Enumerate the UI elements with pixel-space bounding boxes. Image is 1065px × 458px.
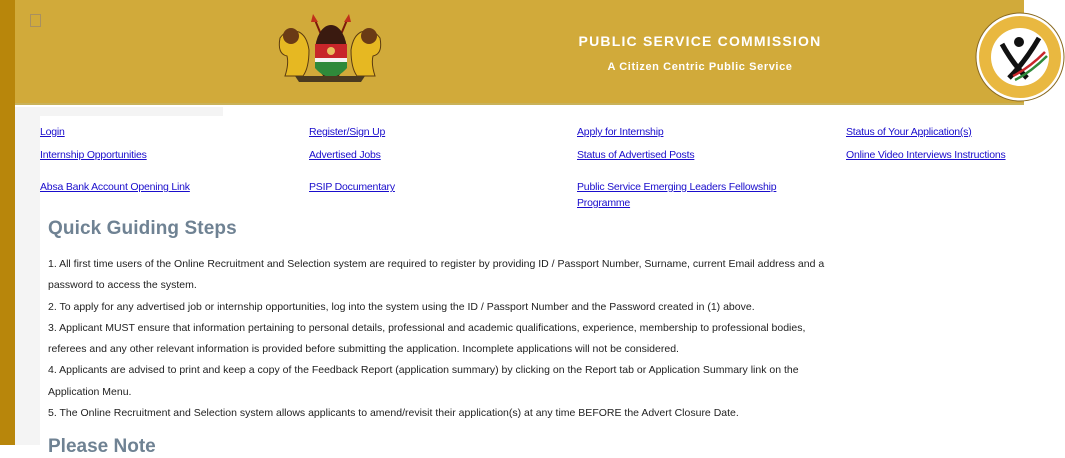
psc-seal-icon <box>975 12 1065 102</box>
absa-account-link[interactable]: Absa Bank Account Opening Link <box>40 181 190 193</box>
site-header <box>15 0 1024 105</box>
application-status-link[interactable]: Status of Your Application(s) <box>846 126 972 138</box>
internship-opportunities-link[interactable]: Internship Opportunities <box>40 149 147 161</box>
step-1-line-2: password to access the system. <box>48 279 197 292</box>
login-link[interactable]: Login <box>40 126 65 138</box>
content-top-bar <box>15 107 223 116</box>
content-left-gutter <box>15 107 40 445</box>
step-3-line-1: 3. Applicant MUST ensure that information pertaining to personal details, professional and academic qualifications, experience, membership to professional bodies, <box>48 321 806 334</box>
step-3-line-2: referees and any other relevant information is provided before submitting the application. Incomplete applications will not be considered. <box>48 343 679 356</box>
step-4-line-2: Application Menu. <box>48 385 132 398</box>
step-2: 2. To apply for any advertised job or internship opportunities, log into the system using the ID / Passport Number and the Password created in (1) above. <box>48 300 755 313</box>
please-note-heading-partial: Please Note <box>48 436 156 457</box>
site-tagline: A Citizen Centric Public Service <box>607 61 793 73</box>
psip-documentary-link[interactable]: PSIP Documentary <box>309 181 395 193</box>
emerging-leaders-fellowship-link-cont[interactable]: Programme <box>577 197 631 209</box>
main-content <box>48 218 948 424</box>
left-border-rail <box>0 0 15 445</box>
apply-internship-link[interactable]: Apply for Internship <box>577 126 664 138</box>
video-interview-instructions-link[interactable]: Online Video Interviews Instructions <box>846 149 1006 161</box>
guiding-steps-list <box>48 254 948 424</box>
step-4-line-1: 4. Applicants are advised to print and keep a copy of the Feedback Report (application summary) by clicking on the Report tab or Application Summary link on the <box>48 364 799 377</box>
step-1-line-1: 1. All first time users of the Online Recruitment and Selection system are required to register by providing ID / Passport Number, Surname, current Email address and a <box>48 258 825 270</box>
kenya-coat-of-arms-icon <box>265 10 395 85</box>
emerging-leaders-fellowship-link[interactable]: Public Service Emerging Leaders Fellowship <box>577 181 777 193</box>
register-signup-link[interactable]: Register/Sign Up <box>309 126 386 138</box>
quick-guiding-steps-heading: Quick Guiding Steps <box>48 218 237 239</box>
step-5: 5. The Online Recruitment and Selection system allows applicants to amend/revisit their application(s) at any time BEFORE the Advert Closure Date. <box>48 407 739 420</box>
site-title: PUBLIC SERVICE COMMISSION <box>578 33 822 49</box>
advertised-jobs-link[interactable]: Advertised Jobs <box>309 149 381 161</box>
broken-image-icon <box>30 14 41 27</box>
advertised-posts-status-link[interactable]: Status of Advertised Posts <box>577 149 695 161</box>
